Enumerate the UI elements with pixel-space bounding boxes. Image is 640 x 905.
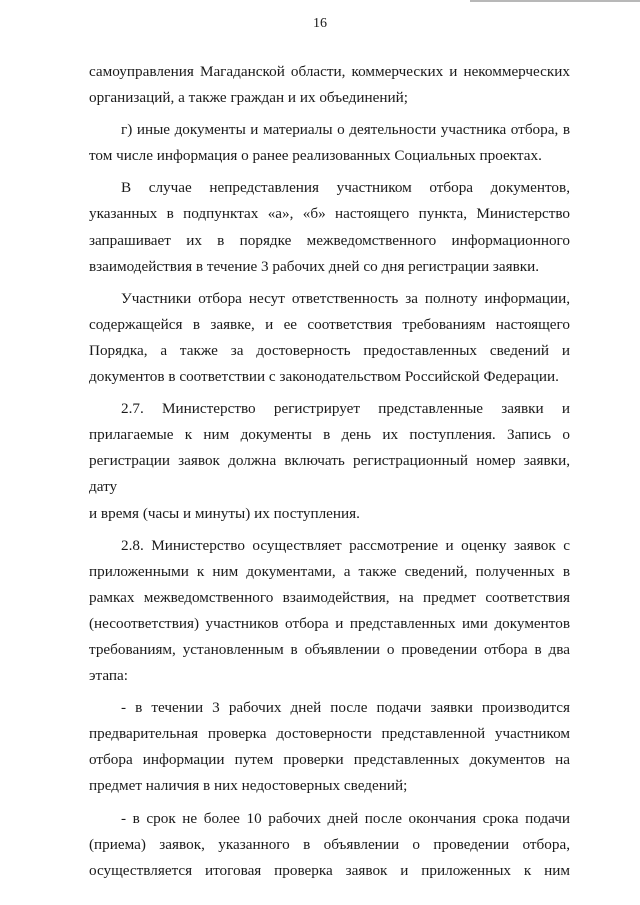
text-line: отбора информации путем проверки представленных документов на <box>89 751 570 769</box>
text-line: 2.7. Министерство регистрирует представленные заявки и <box>121 400 570 418</box>
text-line: приложенными к ним документами, а также сведений, полученных в <box>89 562 570 580</box>
text-line: и время (часы и минуты) их поступления. <box>89 504 360 522</box>
text-line: взаимодействия в течение 3 рабочих дней со дня регистрации заявки. <box>89 257 540 275</box>
text-line: Порядка, а также за достоверность предоставленных сведений и <box>89 341 570 359</box>
text-line: регистрации заявок должна включать регистрационный номер заявки, дату <box>89 452 570 496</box>
text-line: Участники отбора несут ответственность за полноту информации, <box>121 289 570 307</box>
text-line: предварительная проверка достоверности представленной участником <box>89 725 570 743</box>
document-body <box>89 59 570 884</box>
text-line: том числе информация о ранее реализованных Социальных проектах. <box>89 147 542 165</box>
text-line: требованиям, установленным в объявлении о проведении отбора в два <box>89 640 570 658</box>
text-line: организаций, а также граждан и их объединений; <box>89 89 408 107</box>
text-line: этапа: <box>89 667 128 685</box>
text-line: г) иные документы и материалы о деятельности участника отбора, в <box>121 121 570 139</box>
text-line: - в срок не более 10 рабочих дней после окончания срока подачи <box>121 809 570 827</box>
text-line: 2.8. Министерство осуществляет рассмотрение и оценку заявок с <box>121 536 570 554</box>
text-line: осуществляется итоговая проверка заявок и приложенных к ним <box>89 861 570 879</box>
text-line: самоуправления Магаданской области, коммерческих и некоммерческих <box>89 63 570 80</box>
text-line: (приема) заявок, указанного в объявлении о проведении отбора, <box>89 835 570 853</box>
page-number: 16 <box>313 16 327 31</box>
text-line: - в течении 3 рабочих дней после подачи заявки производится <box>121 699 570 717</box>
text-line: указанных в подпунктах «а», «б» настоящего пункта, Министерство <box>89 205 570 223</box>
text-line: рамках межведомственного взаимодействия, на предмет соответствия <box>89 588 570 606</box>
text-line: содержащейся в заявке, и ее соответствия требованиям настоящего <box>89 315 570 333</box>
text-line: В случае непредставления участником отбора документов, <box>121 179 570 197</box>
text-line: прилагаемые к ним документы в день их поступления. Запись о <box>89 426 570 444</box>
top-edge-line <box>470 0 640 2</box>
text-line: запрашивает их в порядке межведомственного информационного <box>89 231 570 249</box>
text-line: документов в соответствии с законодательством Российской Федерации. <box>89 368 559 386</box>
text-line: предмет наличия в них недостоверных сведений; <box>89 777 408 795</box>
text-line: (несоответствия) участников отбора и представленных ими документов <box>89 614 570 632</box>
